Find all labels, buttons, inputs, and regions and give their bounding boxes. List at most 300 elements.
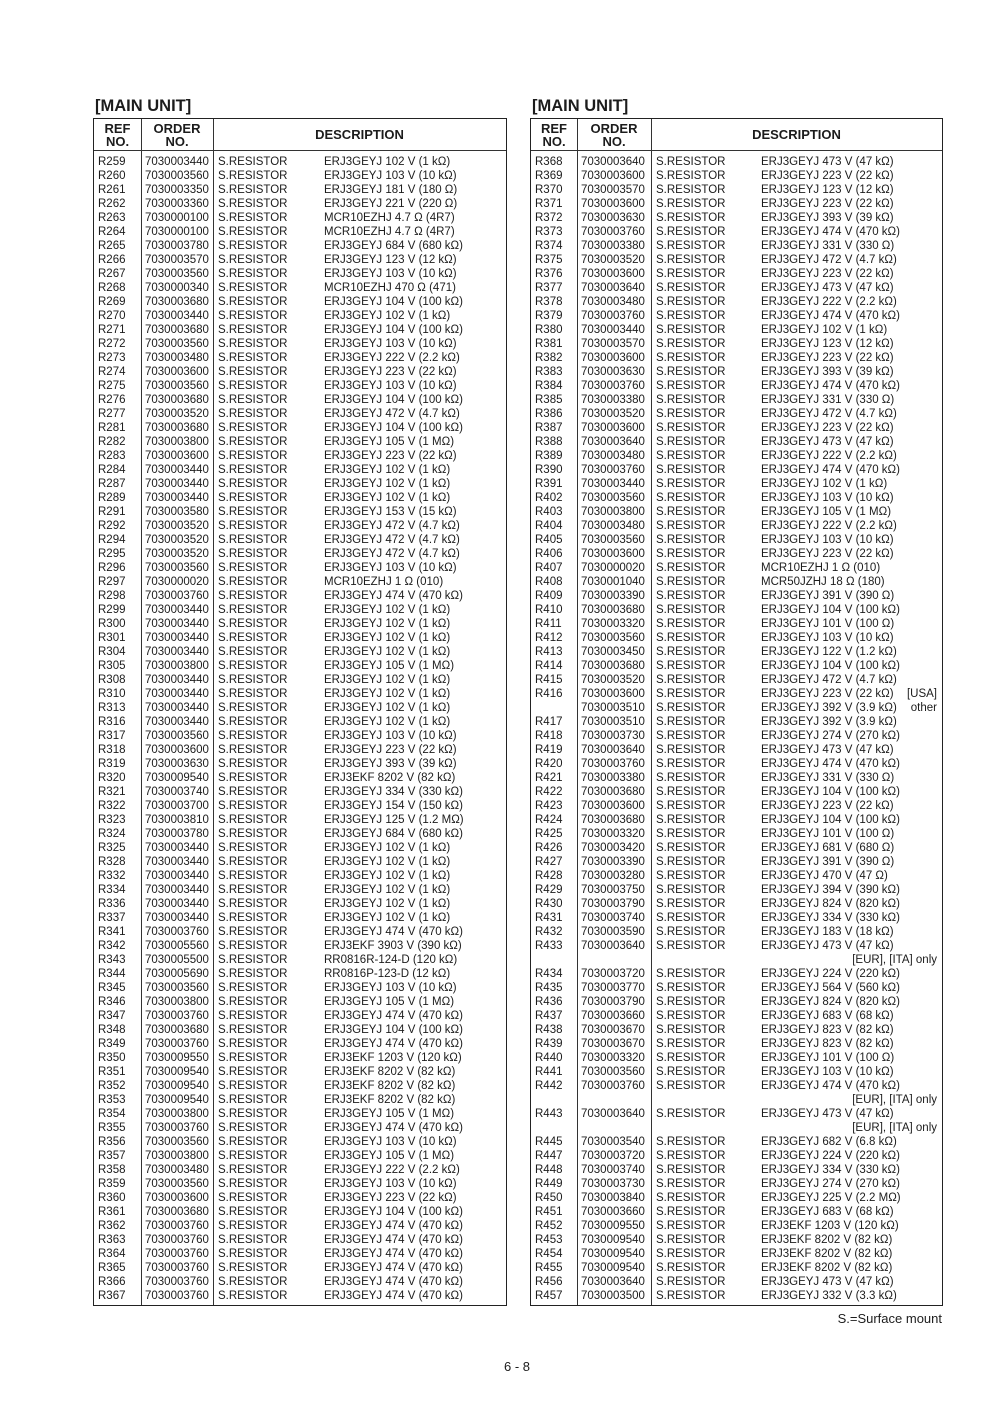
part-type: S.RESISTOR [656,590,726,602]
part-type: S.RESISTOR [656,408,726,420]
part-value: ERJ3EKF 8202 V (82 kΩ) [761,1248,893,1260]
ref-no: R346 [98,996,126,1008]
ref-no: R352 [98,1080,126,1092]
part-value: ERJ3GEYJ 474 V (470 kΩ) [324,1290,463,1302]
order-no: 7030003440 [145,156,209,168]
ref-no: R389 [535,450,563,462]
part-type: S.RESISTOR [656,212,726,224]
part-value: ERJ3GEYJ 334 V (330 kΩ) [761,912,900,924]
ref-no: R275 [98,380,126,392]
part-row [531,211,942,225]
part-value: ERJ3GEYJ 103 V (10 kΩ) [761,492,894,504]
part-row [531,435,942,449]
part-row [94,365,506,379]
order-no: 7030009540 [581,1234,645,1246]
order-no: 7030003440 [581,478,645,490]
part-row [531,855,942,869]
ref-no: R423 [535,800,563,812]
part-value: ERJ3GEYJ 331 V (330 Ω) [761,240,895,252]
order-no: 7030003500 [581,1290,645,1302]
order-no: 7030000340 [145,282,209,294]
part-note: [EUR], [ITA] only [852,954,937,966]
part-row [531,463,942,477]
part-type: S.RESISTOR [218,842,288,854]
part-row [531,351,942,365]
order-no: 7030003740 [145,786,209,798]
part-row [94,1051,506,1065]
order-no: 7030003570 [581,338,645,350]
part-row [531,295,942,309]
part-row [94,743,506,757]
part-row [94,995,506,1009]
order-no: 7030003440 [145,618,209,630]
order-no: 7030003440 [145,870,209,882]
header-ref-no [531,122,577,148]
part-value: ERJ3GEYJ 391 V (390 Ω) [761,590,895,602]
order-no: 7030003440 [145,646,209,658]
part-type: S.RESISTOR [656,632,726,644]
ref-no: R268 [98,282,126,294]
part-row [94,897,506,911]
part-type: S.RESISTOR [218,394,288,406]
part-type: S.RESISTOR [218,632,288,644]
part-row [531,673,942,687]
part-row [94,1121,506,1135]
part-value: ERJ3GEYJ 473 V (47 kΩ) [761,744,894,756]
part-row [94,673,506,687]
part-type: S.RESISTOR [218,1192,288,1204]
part-row [531,1051,942,1065]
ref-no: R442 [535,1080,563,1092]
part-value: ERJ3GEYJ 102 V (1 kΩ) [324,856,451,868]
order-no: 7030003320 [581,1052,645,1064]
part-value: ERJ3EKF 8202 V (82 kΩ) [761,1262,893,1274]
ref-no: R301 [98,632,126,644]
part-type: S.RESISTOR [656,534,726,546]
part-type: S.RESISTOR [656,856,726,868]
order-no: 7030009540 [145,1080,209,1092]
part-type: S.RESISTOR [656,646,726,658]
part-value: ERJ3GEYJ 105 V (1 MΩ) [324,660,455,672]
ref-no: R431 [535,912,563,924]
order-no: 7030003480 [581,450,645,462]
part-row [94,1275,506,1289]
part-type: S.RESISTOR [656,1108,726,1120]
table-body [94,155,506,1303]
header-order-line1: ORDER [590,121,638,136]
order-no: 7030003350 [145,184,209,196]
part-row [94,1023,506,1037]
order-no: 7030003510 [581,716,645,728]
ref-no: R304 [98,646,126,658]
part-type: S.RESISTOR [218,618,288,630]
part-row [531,1065,942,1079]
part-row [531,449,942,463]
ref-no: R357 [98,1150,126,1162]
part-type: S.RESISTOR [656,730,726,742]
part-value: ERJ3GEYJ 102 V (1 kΩ) [324,310,451,322]
order-no: 7030003520 [145,534,209,546]
ref-no: R413 [535,646,563,658]
part-row [531,337,942,351]
note-row [531,953,942,967]
part-type: S.RESISTOR [656,1150,726,1162]
part-row [94,883,506,897]
part-row [531,827,942,841]
part-row [94,169,506,183]
ref-no: R267 [98,268,126,280]
part-row [94,1107,506,1121]
part-row [94,939,506,953]
note-row [531,1093,942,1107]
order-no: 7030003760 [581,1080,645,1092]
part-type: S.RESISTOR [218,282,288,294]
ref-no: R272 [98,338,126,350]
part-value: ERJ3GEYJ 104 V (100 kΩ) [324,1024,463,1036]
order-no: 7030003630 [145,758,209,770]
header-ref-line1: REF [104,121,131,136]
part-value: ERJ3GEYJ 103 V (10 kΩ) [324,1178,457,1190]
order-no: 7030003640 [581,1276,645,1288]
part-row [531,1247,942,1261]
part-row [94,1149,506,1163]
part-row [94,253,506,267]
table-header [94,119,506,151]
part-type: S.RESISTOR [218,520,288,532]
ref-no: R445 [535,1136,563,1148]
order-no: 7030003740 [581,1164,645,1176]
part-row [94,953,506,967]
ref-no: R321 [98,786,126,798]
ref-no: R385 [535,394,563,406]
part-row [531,701,942,715]
part-row [94,183,506,197]
part-row [94,295,506,309]
part-row [94,407,506,421]
section-title: [MAIN UNIT] [95,97,192,115]
part-row [531,421,942,435]
part-row [531,379,942,393]
part-row [94,729,506,743]
order-no: 7030003800 [145,436,209,448]
part-type: S.RESISTOR [656,520,726,532]
order-no: 7030003760 [581,380,645,392]
part-type: S.RESISTOR [218,1094,288,1106]
part-type: S.RESISTOR [656,310,726,322]
ref-no: R433 [535,940,563,952]
order-no: 7030000100 [145,212,209,224]
ref-no: R427 [535,856,563,868]
order-no: 7030003520 [145,408,209,420]
part-row [94,351,506,365]
order-no: 7030009550 [581,1220,645,1232]
order-no: 7030003570 [581,184,645,196]
order-no: 7030003520 [145,548,209,560]
order-no: 7030003680 [145,1024,209,1036]
part-value: ERJ3GEYJ 823 V (82 kΩ) [761,1024,894,1036]
order-no: 7030000020 [581,562,645,574]
part-row [531,183,942,197]
part-type: S.RESISTOR [656,1206,726,1218]
part-value: ERJ3GEYJ 474 V (470 kΩ) [324,926,463,938]
order-no: 7030003440 [145,702,209,714]
part-value: ERJ3GEYJ 123 V (12 kΩ) [324,254,457,266]
order-no: 7030003630 [581,366,645,378]
part-value: ERJ3GEYJ 102 V (1 kΩ) [324,632,451,644]
order-no: 7030003750 [581,884,645,896]
part-value: ERJ3GEYJ 104 V (100 kΩ) [324,324,463,336]
part-value: MCR10EZHJ 1 Ω (010) [761,562,881,574]
part-value: ERJ3GEYJ 224 V (220 kΩ) [761,1150,900,1162]
ref-no: R438 [535,1024,563,1036]
order-no: 7030003760 [581,226,645,238]
part-value: ERJ3GEYJ 183 V (18 kΩ) [761,926,894,938]
ref-no: R419 [535,744,563,756]
page-number: 6 - 8 [504,1359,531,1374]
part-type: S.RESISTOR [656,1234,726,1246]
part-value: ERJ3GEYJ 470 V (47 Ω) [761,870,888,882]
ref-no: R432 [535,926,563,938]
ref-no: R260 [98,170,126,182]
part-type: S.RESISTOR [218,296,288,308]
part-type: S.RESISTOR [218,1234,288,1246]
header-description: DESCRIPTION [315,127,404,142]
ref-no: R300 [98,618,126,630]
ref-no: R298 [98,590,126,602]
ref-no: R452 [535,1220,563,1232]
ref-no: R291 [98,506,126,518]
order-no: 7030003760 [145,926,209,938]
part-value: ERJ3GEYJ 103 V (10 kΩ) [324,982,457,994]
ref-no: R437 [535,1010,563,1022]
part-value: ERJ3GEYJ 224 V (220 kΩ) [761,968,900,980]
part-type: S.RESISTOR [656,436,726,448]
order-no: 7030003440 [145,884,209,896]
part-type: S.RESISTOR [218,758,288,770]
order-no: 7030003440 [145,912,209,924]
part-type: S.RESISTOR [656,380,726,392]
part-row [94,1261,506,1275]
part-row [531,225,942,239]
part-type: S.RESISTOR [656,450,726,462]
part-type: S.RESISTOR [656,744,726,756]
ref-no: R325 [98,842,126,854]
part-row [531,1023,942,1037]
part-type: S.RESISTOR [656,296,726,308]
part-row [531,477,942,491]
part-row [531,785,942,799]
part-type: S.RESISTOR [218,1136,288,1148]
part-row [531,1219,942,1233]
part-type: S.RESISTOR [218,1052,288,1064]
order-no: 7030003440 [145,464,209,476]
part-row [94,155,506,169]
part-value: ERJ3GEYJ 102 V (1 kΩ) [324,156,451,168]
part-row [531,309,942,323]
ref-no: R265 [98,240,126,252]
order-no: 7030003810 [145,814,209,826]
ref-no: R319 [98,758,126,770]
ref-no: R451 [535,1206,563,1218]
ref-no: R366 [98,1276,126,1288]
part-type: S.RESISTOR [656,996,726,1008]
part-type: S.RESISTOR [656,800,726,812]
order-no: 7030003680 [581,786,645,798]
part-row [531,995,942,1009]
part-type: S.RESISTOR [218,240,288,252]
order-no: 7030003440 [145,898,209,910]
part-type: S.RESISTOR [218,1164,288,1176]
part-type: S.RESISTOR [656,226,726,238]
header-description: DESCRIPTION [752,127,841,142]
part-type: S.RESISTOR [218,898,288,910]
part-row [531,323,942,337]
part-note: [EUR], [ITA] only [852,1122,937,1134]
part-value: ERJ3GEYJ 222 V (2.2 kΩ) [761,296,897,308]
ref-no: R344 [98,968,126,980]
header-ref-line1: REF [541,121,567,136]
part-value: ERJ3GEYJ 331 V (330 Ω) [761,394,895,406]
order-no: 7030003760 [145,1290,209,1302]
part-row [531,1009,942,1023]
ref-no: R430 [535,898,563,910]
ref-no: R434 [535,968,563,980]
part-value: ERJ3GEYJ 473 V (47 kΩ) [761,1276,894,1288]
part-row [531,1149,942,1163]
part-value: ERJ3GEYJ 474 V (470 kΩ) [761,226,900,238]
order-no: 7030003520 [581,674,645,686]
part-type: S.RESISTOR [218,814,288,826]
ref-no: R264 [98,226,126,238]
part-value: ERJ3GEYJ 102 V (1 kΩ) [324,688,451,700]
part-value: ERJ3GEYJ 102 V (1 kΩ) [324,842,451,854]
part-row [94,239,506,253]
part-row [531,645,942,659]
ref-no: R373 [535,226,563,238]
part-value: ERJ3EKF 8202 V (82 kΩ) [324,772,456,784]
part-type: S.RESISTOR [218,1010,288,1022]
part-type: S.RESISTOR [218,828,288,840]
part-type: S.RESISTOR [656,576,726,588]
part-value: ERJ3GEYJ 223 V (22 kΩ) [761,268,894,280]
part-row [531,1163,942,1177]
part-type: S.RESISTOR [656,1136,726,1148]
ref-no: R336 [98,898,126,910]
part-value: ERJ3GEYJ 223 V (22 kΩ) [324,450,457,462]
order-no: 7030003760 [145,1276,209,1288]
part-value: ERJ3GEYJ 105 V (1 MΩ) [324,436,455,448]
part-value: ERJ3GEYJ 153 V (15 kΩ) [324,506,457,518]
part-row [531,981,942,995]
ref-no: R404 [535,520,563,532]
order-no: 7030003680 [145,1206,209,1218]
part-type: S.RESISTOR [218,870,288,882]
order-no: 7030003480 [581,296,645,308]
order-no: 7030003480 [145,1164,209,1176]
order-no: 7030003440 [145,310,209,322]
part-value: ERJ3GEYJ 223 V (22 kΩ) [761,688,894,700]
part-type: S.RESISTOR [656,702,726,714]
order-no: 7030003800 [145,1150,209,1162]
part-type: S.RESISTOR [218,1276,288,1288]
part-value: ERJ3GEYJ 103 V (10 kΩ) [761,632,894,644]
part-row [531,393,942,407]
order-no: 7030005500 [145,954,209,966]
part-type: S.RESISTOR [656,478,726,490]
ref-no: R297 [98,576,126,588]
part-row [531,547,942,561]
note-row [531,1121,942,1135]
part-row [94,421,506,435]
ref-no: R322 [98,800,126,812]
order-no: 7030003600 [581,548,645,560]
part-value: ERJ3GEYJ 105 V (1 MΩ) [324,996,455,1008]
parts-table-left [93,118,507,1306]
order-no: 7030009550 [145,1052,209,1064]
part-value: ERJ3GEYJ 474 V (470 kΩ) [324,1122,463,1134]
part-type: S.RESISTOR [218,968,288,980]
part-row [94,799,506,813]
ref-no: R269 [98,296,126,308]
part-value: ERJ3GEYJ 472 V (4.7 kΩ) [324,548,460,560]
part-type: S.RESISTOR [218,408,288,420]
part-value: ERJ3GEYJ 123 V (12 kΩ) [761,184,894,196]
part-type: S.RESISTOR [218,562,288,574]
part-row [94,211,506,225]
part-type: S.RESISTOR [218,982,288,994]
part-row [531,687,942,701]
ref-no: R324 [98,828,126,840]
ref-no: R403 [535,506,563,518]
ref-no: R408 [535,576,563,588]
order-no: 7030003760 [145,590,209,602]
part-type: S.RESISTOR [656,324,726,336]
part-value: ERJ3GEYJ 474 V (470 kΩ) [324,1038,463,1050]
part-value: ERJ3GEYJ 472 V (4.7 kΩ) [761,674,897,686]
ref-no: R334 [98,884,126,896]
part-type: S.RESISTOR [656,1248,726,1260]
part-value: ERJ3GEYJ 102 V (1 kΩ) [324,604,451,616]
ref-no: R262 [98,198,126,210]
ref-no: R371 [535,198,563,210]
part-value: ERJ3GEYJ 474 V (470 kΩ) [324,1262,463,1274]
part-value: MCR10EZHJ 4.7 Ω (4R7) [324,212,455,224]
part-value: ERJ3GEYJ 101 V (100 Ω) [761,1052,895,1064]
part-row [94,449,506,463]
part-value: ERJ3GEYJ 472 V (4.7 kΩ) [761,408,897,420]
ref-no: R310 [98,688,126,700]
order-no: 7030003600 [581,352,645,364]
part-type: S.RESISTOR [218,170,288,182]
part-type: S.RESISTOR [656,184,726,196]
part-type: S.RESISTOR [656,240,726,252]
part-type: S.RESISTOR [218,1122,288,1134]
ref-no: R453 [535,1234,563,1246]
order-no: 7030003630 [581,212,645,224]
order-no: 7030003560 [145,1178,209,1190]
part-type: S.RESISTOR [218,772,288,784]
ref-no: R292 [98,520,126,532]
parts-table-right [530,118,943,1306]
part-value: ERJ3GEYJ 102 V (1 kΩ) [324,618,451,630]
part-type: S.RESISTOR [218,450,288,462]
part-value: ERJ3GEYJ 102 V (1 kΩ) [761,478,888,490]
ref-no: R282 [98,436,126,448]
order-no: 7030003760 [581,310,645,322]
part-value: MCR10EZHJ 470 Ω (471) [324,282,456,294]
order-no: 7030003730 [581,1178,645,1190]
part-value: ERJ3GEYJ 103 V (10 kΩ) [761,534,894,546]
